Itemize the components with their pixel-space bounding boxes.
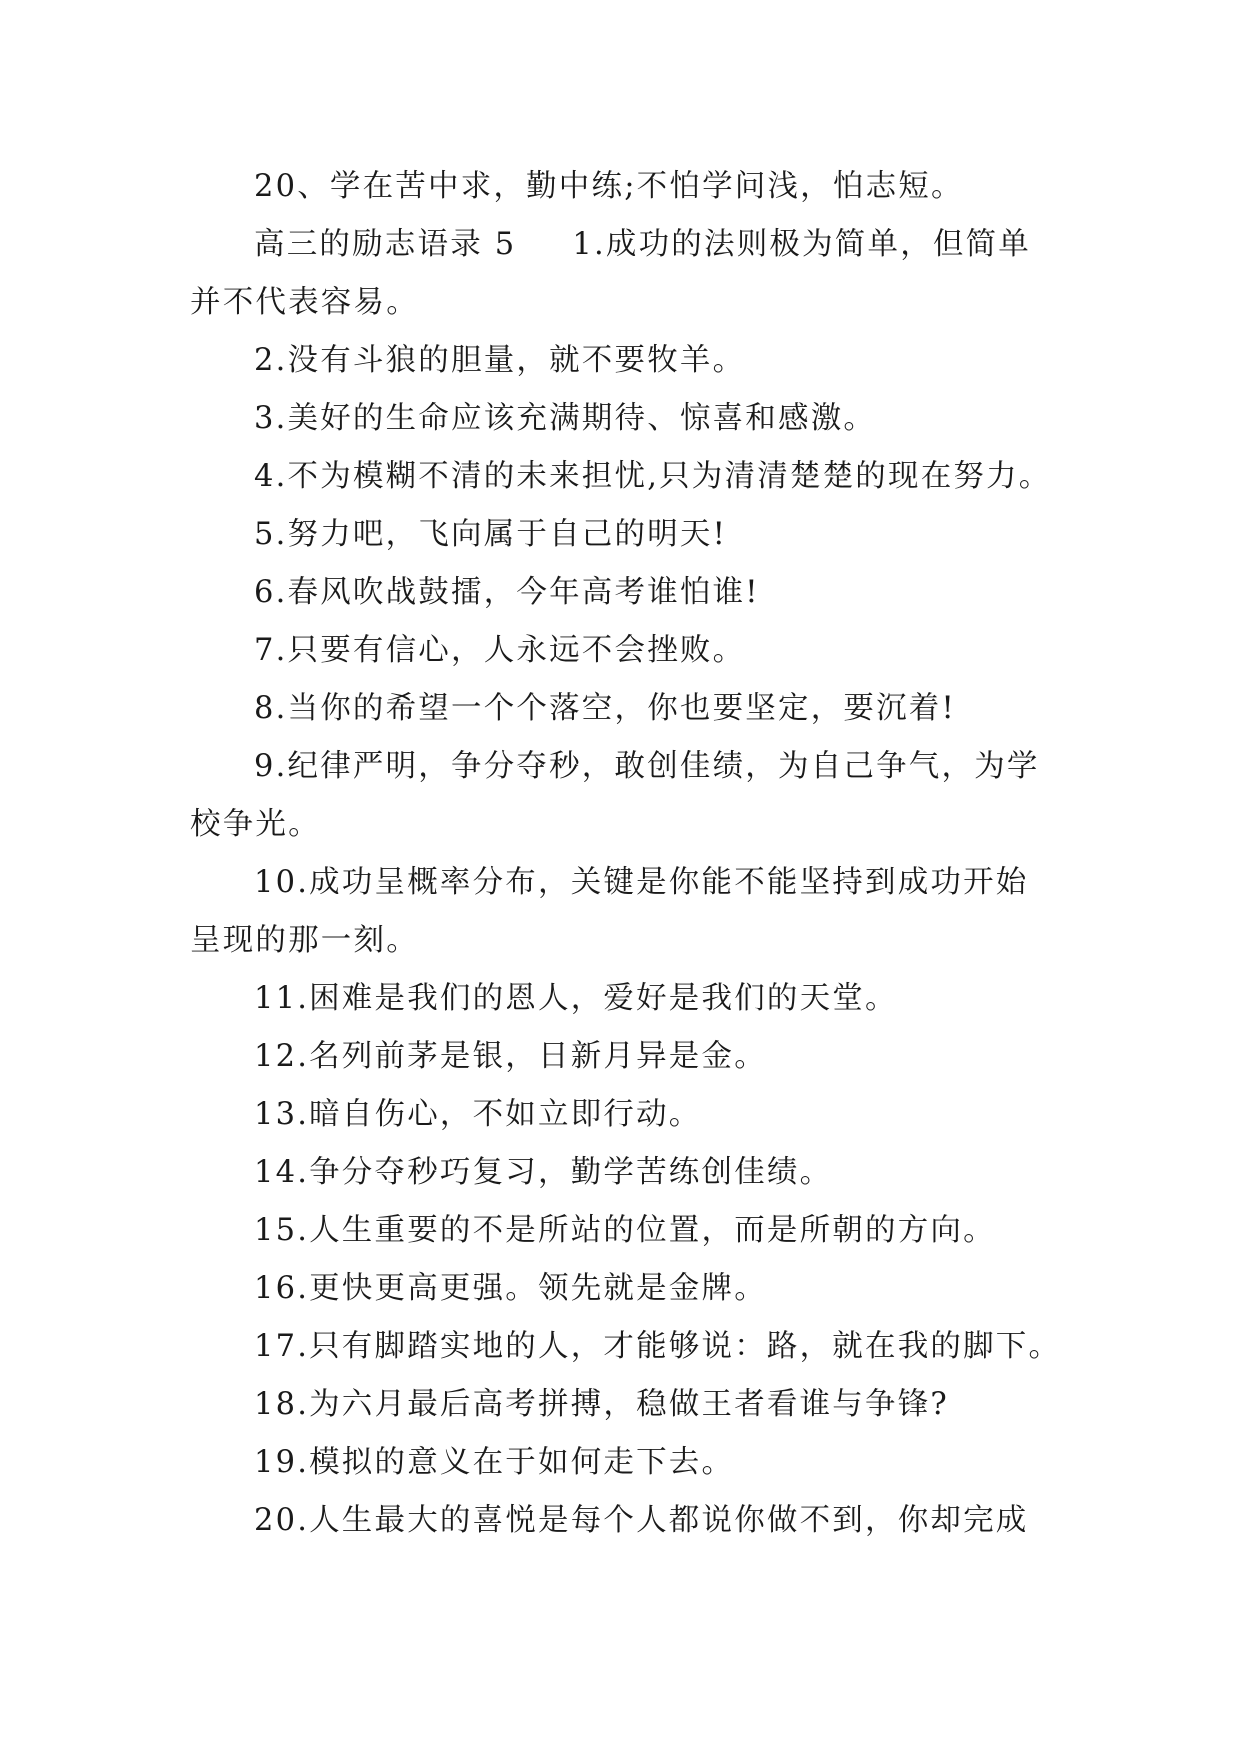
paragraph-text: 12.名列前茅是银，日新月异是金。 [254,1039,767,1074]
paragraph [190,1028,1060,1086]
paragraph-text: 18.为六月最后高考拼搏，稳做王者看谁与争锋? [254,1387,949,1422]
paragraph-text: 4.不为模糊不清的未来担忧,只为清清楚楚的现在努力。 [254,459,1052,494]
paragraph-text: 7.只要有信心，人永远不会挫败。 [254,633,746,668]
paragraph-text: 13.暗自伤心，不如立即行动。 [254,1097,702,1132]
paragraph [190,622,1060,680]
paragraph [190,1202,1060,1260]
paragraph [190,738,1060,854]
paragraph-text: 20、学在苦中求，勤中练;不怕学问浅，怕志短。 [254,169,964,204]
paragraph [190,1260,1060,1318]
paragraph [190,332,1060,390]
paragraph [190,390,1060,448]
paragraph-text: 19.模拟的意义在于如何走下去。 [254,1445,735,1480]
paragraph [190,970,1060,1028]
paragraph-text: 20.人生最大的喜悦是每个人都说你做不到，你却完成 [254,1503,1029,1538]
document-body [190,158,1060,1550]
paragraph [190,448,1060,506]
paragraph-text: 11.困难是我们的恩人，爱好是我们的天堂。 [254,981,898,1016]
section-heading: 高三的励志语录 5 [254,227,517,262]
paragraph-text: 3.美好的生命应该充满期待、惊喜和感激。 [254,401,877,436]
paragraph [190,1144,1060,1202]
paragraph-text: 5.努力吧，飞向属于自己的明天! [254,517,728,552]
paragraph-text: 6.春风吹战鼓擂，今年高考谁怕谁! [254,575,760,610]
paragraph [190,506,1060,564]
paragraph [190,854,1060,970]
paragraph [190,1492,1060,1550]
paragraph-text: 2.没有斗狼的胆量，就不要牧羊。 [254,343,746,378]
paragraph-text: 17.只有脚踏实地的人，才能够说：路，就在我的脚下。 [254,1329,1062,1364]
paragraph-text: 10.成功呈概率分布，关键是你能不能坚持到成功开始呈现的那一刻。 [190,865,1029,958]
paragraph-text: 15.人生重要的不是所站的位置，而是所朝的方向。 [254,1213,996,1248]
paragraph-text: 8.当你的希望一个个落空，你也要坚定，要沉着! [254,691,956,726]
paragraph [190,1318,1060,1376]
paragraph [190,1434,1060,1492]
paragraph [190,564,1060,622]
paragraph [190,158,1060,216]
paragraph-text: 9.纪律严明，争分夺秒，敢创佳绩，为自己争气，为学校争光。 [190,749,1040,842]
paragraph [190,1376,1060,1434]
paragraph [190,1086,1060,1144]
paragraph [190,680,1060,738]
paragraph-text: 14.争分夺秒巧复习，勤学苦练创佳绩。 [254,1155,833,1190]
paragraph-text: 1.成功的法则极为简单，但简单并不代表容易。 [190,227,1032,320]
paragraph [190,216,1060,332]
paragraph-text: 16.更快更高更强。领先就是金牌。 [254,1271,767,1306]
